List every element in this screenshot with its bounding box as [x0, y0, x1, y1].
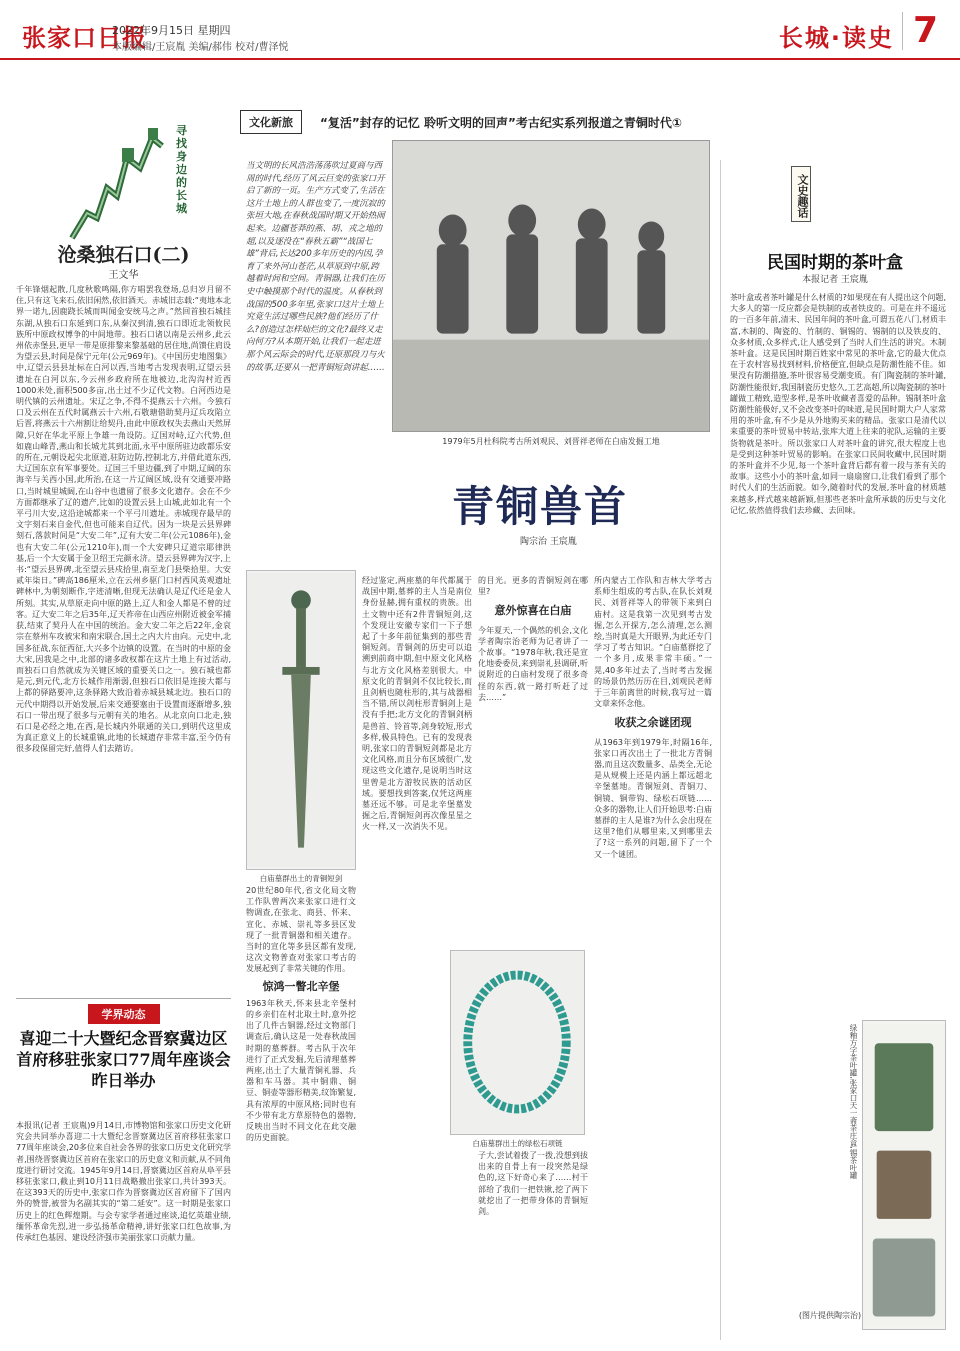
tea-box-caption: 绿釉方字茶叶罐,张家口天一斋茶庄盒,锡茶叶罐 — [849, 1024, 858, 1179]
section-title: 长城·读史 — [778, 24, 894, 52]
article-column-4 — [594, 575, 712, 1330]
photo-credit: (图片提供陶宗治) — [798, 1311, 862, 1320]
intro-text-box — [246, 160, 386, 460]
banner-text: “复活”封存的记忆 聆听文明的回声”考古纪实系列报道之青铜时代① — [320, 116, 683, 130]
article-column-1-more: 1963年秋天,怀来县北辛堡村的乡亲们在村北取土时,意外挖出了几件古铜器,经过文物部门调查后,确认这是一处春秋战国时期的墓葬群。考古队于次年进行了正式发掘,先后清理墓葬两座,出土了大量青铜礼器、兵器和车马器。其中铜鼎、铜豆、铜壶等器形精美,纹饰繁复,具有浓厚的中原风格;同时也有不少带有北方草原特色的器物,反映出当时不同文化在此交融的历史面貌。 — [246, 998, 356, 1143]
column-series-title: 寻找身边的长城 — [176, 124, 187, 215]
subheading-beixinbao: 惊鸿一瞥北辛堡 — [262, 979, 340, 993]
excavation-photo — [392, 140, 710, 432]
article-byline: 王文华 — [108, 270, 139, 281]
article-column-3-text: 的目光。更多的青铜短剑在哪里? — [478, 576, 588, 597]
article-column-3-more: 今年夏天,一个偶然的机会,文化学者陶宗治老师为记者讲了一个故事。“1978年秋,我还是宣化地委委员,来到崇礼县调研,听说附近的白庙村发现了很多奇怪的东西,就一路打听赶了过去……” — [478, 625, 588, 702]
banner-tag: 文化新旅 — [240, 110, 302, 134]
article-column-1 — [246, 885, 356, 1330]
article-title: 沧桑独石口(二) — [57, 244, 190, 266]
news-headline: 喜迎二十大暨纪念晋察冀边区首府移驻张家口77周年座谈会昨日举办 — [16, 1029, 231, 1090]
feature-byline: 陶宗治 王宸胤 — [520, 537, 577, 547]
newspaper-logo: 张家口日报 — [22, 23, 147, 52]
series-banner — [240, 110, 710, 136]
editor-credits: 本版编辑/王宸胤 美编/郝伟 校对/曹泽悦 — [112, 42, 289, 53]
page-number: 7 — [902, 12, 938, 50]
turquoise-necklace-caption: 白庙墓群出土的绿松石项链 — [472, 1139, 563, 1148]
article-column-1-text: 20世纪80年代,省文化局文物工作队曾两次来张家口进行文物调查,在张北、商县、怀来、宣化、赤城、崇礼等多县区发现了一批青铜器和相关遗存。当时的宣化等多县区都有发现,这次文物普查对张家口考古的发展起到了非常关键的作用。 — [246, 886, 356, 974]
issue-date: 2022年9月15日 星期四 — [112, 24, 231, 37]
article-column-3b: 子大,尝试着拨了一拨,没想到拔出来的自骨上有一段突然是绿色的,这下好奇心来了……村干部给了我们一把铁锹,挖了两下就挖出了一把带身体的青铜短剑。 — [478, 1151, 588, 1217]
bronze-dagger-caption: 白庙墓群出土的青铜短剑 — [259, 874, 343, 883]
article-body: 千年锋烟起散,几度秋歌鸣隔,你方唱罢我登场,总归岁月留不住,只有这飞来石,依旧闲然,依旧酒天。赤城旧志载:“夷地本北界一诺九,因鹿跷长城而叫闻金安统马之声。”然回首独石城挂东湖,从独石口东延到口东,从秦汉到清,独石口即近北领攸民族所中原政权博争的中间地带。独石口诸以南是云州乡,此云州依赤堡县,更早一带是原排黎来黎基础的居住地,尚馈住肩设为望云县,时间是保宁元年(公元969年)。《中国历史地图集》中,辽望云县县址标在白河以西,当地考古发现表明,辽望云县遗址在白河以东,今云州乡政府所在地被边,北沟沟村近西1000米处,面积500多亩,出土过不少辽代文物。白河西边是明代镇的云州遗址。宋辽之争,不得不提燕云十六州。今独石口及云州在五代时属燕云十六州,石敬瑭借助契丹辽兵攻陷立后晋,将燕云十六州割让给契丹,由此中原政权失去燕山天然屏障,只好在华北平原上争雄一角设防。辽国对峙,辽六代势,但如鹿山峰青,燕山和长城尤其到北面,永平中原所驻边政都乐安的所在,元朝设起尖北原道,驻防边防,控制北方,并借此道东西,大辽国东京有军事要处。辽国三千里边疆,到了中期,辽阔的东海辛与关西小国,此所治,在这一片辽阔区域,设有交通要冲路口,当时城里城阔,在山谷中也遗留了很多文化遗存。会在不少方面都继承了辽的遗产,比如的设置云县上山城,此如北有一个平弓川大安,这沿途城都来一个平弓川遗址。赤城现存最早的文字刻石来自金代,但也可能来自辽代。因为一块是云县界碑刻石,落款时间是“大安二年”,辽有大安二年(公元1086年),金也有大安二年(公元1210年),而一个大安碑只辽道宗耶律洪基,后一个大安属于金卫绍王完颜永济。望云县界碑为汉字,上书:“望云县界碑,北至望云县戍拾里,南至龙门县柴拾里。大安贰年柒日。”碑高186厘米,立在云州乡驱门口村西风英观遗址碑林中,为朝刻断作,字迹清晰,但现无法确认是辽代还是金人所刻。其实,从草原走向中原的路上,辽人和金人都是不曾的过客。辽大安二年之后35年,辽天祚帝在山西应州附近被金军捕获,结束了契丹人在中国的统治。金大安二年之后22年,金哀宗在蔡州车攻被宋和南宋联合,国土之内大片由向。元史中,北国多征战,东征西征,大兴多个边镇的设置。在当时的中原的金大宋,因我是之中,北部的诸多政权都在这片土地上有过活动,而独石口自然就成为关键区域的重要关口之一。独石城也都是元,到元代,北方长城作用渐弱,但独石口依旧是连接大都与上都的驿路要冲,这条驿路大致沿着赤城县城北边。独石口的元代中期得以开始发展,后来交通要塞由于设置而逐渐增多,独石口一带出现了很多与元朝有关的地名。从北京向口北走,独石口是必经之地,在西,是长城内外联通的关口,到明代这里成为真正意义上的长城重镇,此地的长城遗存非常丰富,至今仍有很多段保留完好,值得人们去踏访。 — [16, 285, 231, 754]
feature-headline: 青铜兽首 — [452, 482, 629, 531]
article-column-2: 经过鉴定,两座墓的年代都属于战国中期,墓葬的主人当是南位身份显赫,拥有重权的贵族。出土文物中还有2件青铜短剑,这个发现让安徽专家们一下子想起了十多年前征集到的那些青铜短剑。青铜剑的历史可以追溯到前商中期,但中原文化风格与北方文化风格差别很大。中原文化的青铜剑不仅比较长,而且剑柄也随柱形的,其与战器相当不错,所以剑柱形青铜剑上是没有手把;北方文化的青铜剑柄是兽首、铃首等,剑身较短,形式多样,极具特色。已有的发现表明,张家口的青铜短剑都是北方文化风格,而且分布区域很广,发现这些文化遗存,是说明当时这里曾是北方游牧民族的活动区域。要想找到答案,仅凭这两座墓还远不够。可是北辛堡墓发掘之后,青铜短剑再次像星星之火一样,又一次消失不见。 — [362, 576, 472, 832]
turquoise-necklace-photo — [450, 950, 585, 1135]
right-article-title: 民国时期的茶叶盒 — [767, 253, 903, 273]
news-body: 本报讯(记者 王宸胤)9月14日,市博物馆和张家口历史文化研究会共同举办喜迎二十大暨纪念晋察冀边区首府移驻张家口77周年座谈会,20多位来自社会各界的张家口历史文化研究学者,围绕晋察冀边区首府在张家口的历史意义和贡献,从不同角度进行研讨交流。1945年9月14日,晋察冀边区首府从阜平县移驻张家口,截止到10月11日战略撤出张家口,共计393天。在这393天的历史中,张家口作为晋察冀边区首府留下了国内外的赞誉,被誉为名副其实的“第二延安”。这一时期是张家口历史上的红色辉煌期。与会专家学者通过座谈,追忆英雄业绩,缅怀革命先烈,进一步弘扬革命精神,讲好张家口红色故事,为传承红色基因、建设经济强市美丽张家口贡献力量。 — [16, 1121, 231, 1243]
subheading-baimiao: 意外惊喜在白庙 — [494, 604, 572, 618]
news-tag: 学界动态 — [88, 1004, 160, 1024]
tea-box-photo — [862, 1020, 946, 1330]
article-column-4-more: 从1963年到1979年,时隔16年,张家口再次出土了一批北方青铜器,而且这次数量多、品类全,无论是从规模上还是内涵上都远超北辛堡墓地。青铜短剑、青铜刀、铜镜、铜带钩、绿松石项链……众多的器物,让人们开始思考:白庙墓群的主人是谁?为什么会出现在这里?他们从哪里来,又到哪里去了?这一系列的问题,留下了一个又一个谜团。 — [594, 737, 712, 859]
subheading-mystery: 收获之余谜团现 — [614, 716, 692, 730]
bronze-dagger-photo — [246, 570, 356, 870]
right-article-byline: 本报记者 王宸胤 — [802, 275, 868, 285]
great-wall-illustration — [62, 118, 172, 248]
masthead — [0, 0, 960, 60]
article-column-4-text: 所内蒙古工作队和吉林大学考古系师生组成的考古队,在队长刘观民、刘晋祥等人的带领下来到白庙村。这是我第一次见到考古发掘,怎么开探方,怎么清理,怎么测绘,当时真是大开眼界,为此还专门学习了考古知识。“白庙墓群挖了一个多月,成果非常丰硕。”一晃,40多年过去了,当时考古发掘的场景仍然历历在目,刘观民老师于三年前离世的时候,我写过一篇文章来怀念他。 — [594, 576, 712, 709]
right-article-body: 茶叶盒或者茶叶罐是什么材质的?如果现在有人提出这个问题,大多人的第一反应都会是铁制的或者铁皮的。可是在并不遥远的一百多年前,清末、民国年间的茶叶盒,可谓五花八门,材质丰富,木制的、陶瓷的、竹制的、铜锡的、锡制的以及铁皮的、众多材质,众多样式,让人感受到了当时人们生活的讲究。木制茶叶盒。这是民国时期百姓家中常见的茶叶盒,它的最大优点在于农村容易找到材料,价格便宜,但缺点是防潮性能不佳。如果没有防潮措施,茶叶很容易受潮变质。有门陶瓷制的茶叶罐,防潮性能很好,我国制瓷历史悠久,工艺高超,所以陶瓷制的茶叶罐做工精致,造型多样,是茶叶收藏者喜爱的品种。锡制茶叶盒防潮性能极好,又不会改变茶叶的味道,是民国时期大户人家常用的茶叶盒,有不少是从外地购买来的精品。张家口是清代以来重要的茶叶贸易中转站,张库大道上往来的驼队,运输的主要货物就是茶叶。所以张家口人对茶叶盒的讲究,很大程度上也是受到这种茶叶贸易的影响。在张家口民间收藏中,民国时期的茶叶盒并不少见,每一个茶叶盒背后都有着一段与茶有关的故事。这些小小的茶叶盒,如同一扇扇窗口,让我们看到了那个时代人们的生活面貌。如今,随着时代的发展,茶叶盒的材质越来越多,样式越来越新颖,但那些老茶叶盒所承载的历史与文化记忆,依然值得我们去珍藏、去回味。 — [730, 293, 946, 515]
left-column — [16, 70, 231, 1340]
article-column-3 — [478, 575, 588, 945]
news-section-header — [16, 998, 231, 1024]
excavation-photo-caption: 1979年5月杜科院考古所刘观民、刘晋祥老师在白庙发掘工地 — [442, 437, 660, 446]
culture-tag: 文史趣话 — [791, 166, 811, 222]
intro-text: 当文明的长风浩浩荡荡吹过夏商与西周的时代,经历了风云巨变的张家口开启了新的一页。生产方式变了,生活在这片土地上的人群也变了,一度沉寂的张垣大地,在春秋战国时期又开始热闹起来。边疆苍莽的燕、胡、戎之地的超,以及逐没在“春秋五霸”“战国七雄”背后,长达200多年历史的内因,孕育了来外河山苍茫,从草原到中原,跨越着时间和空间。青铜器,让我们在历史中触摸那个时代的温度。从春秋到战国的500多年里,张家口这片土地上究竟生活过哪些民族?他们经历了什么?创造过怎样灿烂的文化?最终又走向何方?从本期开始,让我们一起走进那个风云际会的时代,还原那段刀与火的故事,还要从一把青铜短剑讲起…… — [246, 161, 385, 373]
